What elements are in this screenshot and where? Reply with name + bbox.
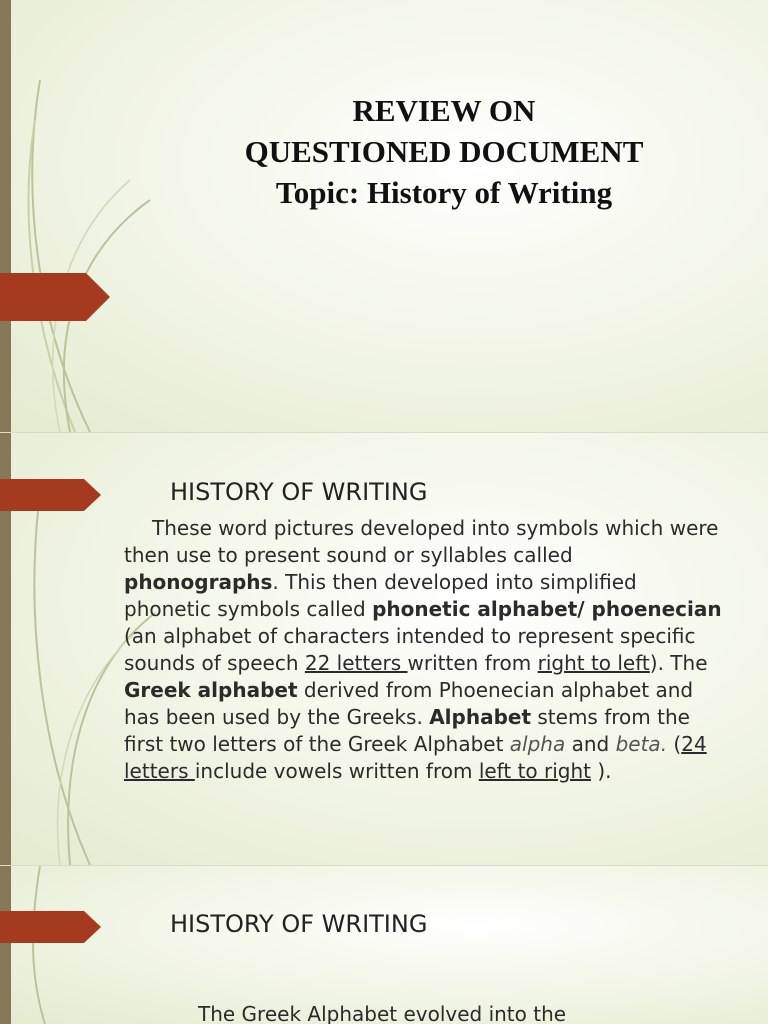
title-slide	[0, 0, 768, 432]
arrow-tag-decoration	[0, 911, 101, 943]
title-line-3: Topic: History of Writing	[275, 175, 613, 210]
section-heading: HISTORY OF WRITING	[170, 478, 428, 506]
section-heading: HISTORY OF WRITING	[170, 910, 428, 938]
title-line-1: REVIEW ON	[352, 93, 536, 128]
content-slide-partial	[0, 866, 768, 1024]
arrow-tag-decoration	[0, 479, 101, 511]
content-slide	[0, 433, 768, 865]
page-title	[120, 90, 768, 213]
body-text: The Greek Alphabet evolved into the	[198, 1002, 567, 1024]
swoosh-decoration	[0, 0, 160, 432]
body-text: These word pictures developed into symbols which were then use to present sound or syllables called phonographs. This then developed into simplified phonetic symbols called phonetic alphabet/ phoenecian (an alphabet of characters intended to represent specific sounds of speech 22 letters written from right to left). The Greek alphabet derived from Phoenecian alphabet and has been used by the Greeks. Alphabet stems from the first two letters of the Greek Alphabet alpha and beta. (24 letters include vowels written from left to right ).	[124, 516, 722, 783]
title-line-2: QUESTIONED DOCUMENT	[244, 134, 644, 169]
swoosh-decoration	[0, 866, 160, 1024]
